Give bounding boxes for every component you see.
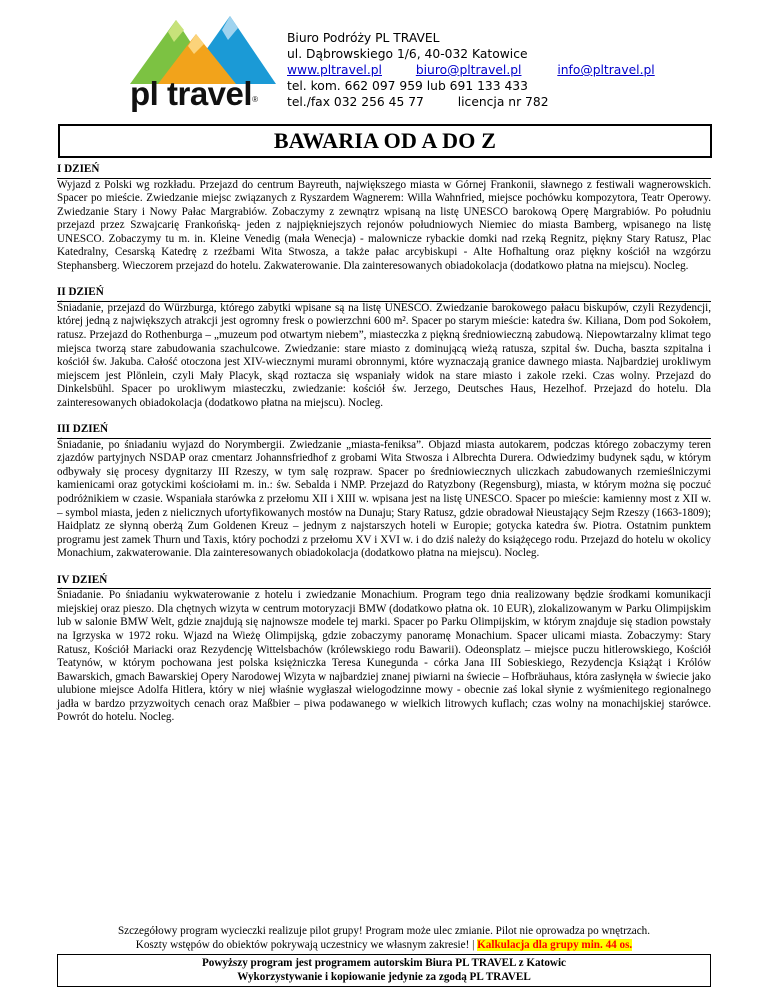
registered-mark: ® xyxy=(252,95,258,104)
website-link[interactable]: www.pltravel.pl xyxy=(287,63,382,77)
copyright-line-1: Powyższy program jest programem autorskim Biura PL TRAVEL z Katowic xyxy=(201,957,566,969)
day-4-section xyxy=(57,574,711,725)
footer-notes xyxy=(57,924,711,987)
day-description: Śniadanie. Po śniadaniu wykwaterowanie z hotelu i zwiedzanie Monachium. Program tego dnia realizowany będzie środkami komunikacji miejskiej oraz pieszo. Dla chętnych wizyta w centrum motoryzacji BMW (dodatkowo płatna ok. 10 EUR), zlokalizowanym w Parku Olimpijskim lub w salonie BMW Welt, gdzie znajdują się najnowsze modele tej marki. Spacer po Parku Olimpijskim, w którym znajduje się stadion powstały na Igrzyska w 1972 roku. Wjazd na Wieżę Olimpijską, gdzie zobaczymy panoramę Monachium. Spacer ulicami miasta. Zobaczymy: Stary Ratusz, Kościół Mariacki oraz Rezydencję Wittelsbachów (królewskiego rodu Bawarii). Odeonsplatz – miejsce puczu hitlerowskiego, Kościół Teatynów, w którym pochowana jest polska księżniczka Teresa Kunegunda - córka Jana III Sobieskiego, Rezydencja Książąt i Królów Bawarskich, gmach Bawarskiej Opery Narodowej Wizyta w najbardziej znanej piwiarni na świecie – Hofbräuhaus, która zasłynęła w świecie jako ulubione miejsce Adolfa Hitlera, który w niej właśnie wygłaszał wielogodzinne mowy - obecnie zaś lokal słynie z wyśmienitego regionalnego jadła w bardzo przyzwoitych cenach oraz Maßbier – piwa podawanego w wielkich litrowych kuflach; czas wolny na monachijskiej starówce. Powrót do hotelu. Nocleg. xyxy=(57,589,711,724)
day-heading: IV DZIEŃ xyxy=(57,574,711,590)
phone-number: tel. kom. 662 097 959 lub 691 133 433 xyxy=(287,79,528,93)
footer-note-1: Szczegółowy program wycieczki realizuje pilot grupy! Program może ulec zmianie. Pilot nie oprowadza po wnętrzach. xyxy=(117,925,651,937)
group-size-highlight: Kalkulacja dla grupy min. 44 os. xyxy=(477,939,633,951)
footer-note-2: Koszty wstępów do obiektów pokrywają uczestnicy we własnym zakresie! | Kalkulacja dla grupy min. 44 os. xyxy=(135,939,633,951)
copyright-line-2: Wykorzystywanie i kopiowanie jedynie za zgodą PL TRAVEL xyxy=(237,971,531,983)
license-number: licencja nr 782 xyxy=(457,95,549,109)
fax-number: tel./fax 032 256 45 77 xyxy=(287,95,424,109)
fax-license-row xyxy=(287,94,655,110)
day-1-section xyxy=(57,163,711,273)
day-2-section xyxy=(57,286,711,410)
page-title: BAWARIA OD A DO Z xyxy=(58,124,712,158)
day-heading: I DZIEŃ xyxy=(57,163,711,179)
logo-wordmark: pl travel® xyxy=(130,75,258,112)
company-name: Biuro Podróży PL TRAVEL xyxy=(287,31,440,45)
day-description: Śniadanie, przejazd do Würzburga, którego zabytki wpisane są na listę UNESCO. Zwiedzanie barokowego pałacu biskupów, czyli Rezydencji, której jedną z największych atrakcji jest ogromny fresk o powierzchni 600 m². Spacer po starym mieście: katedra św. Kiliana, Dom pod Sokołem, ratusz. Przejazd do Rothenburga – „muzeum pod otwartym niebem”, miasteczka z piękną średniowieczną zabudową. Niepowtarzalny klimat tego miejsca tworzą stare zabudowania szachulcowe. Zwiedzanie: stare miasto z dominującą wieżą ratusza, szpital św. Ducha, baszta szpitalna i kościół św. Jakuba. Całość otoczona jest XIV-wiecznymi murami obronnymi, które wyznaczają granice dawnego miasta. Najbardziej urokliwym miejscem jest Plönlein, czyli Mały Placyk, skąd roztacza się wspaniały widok na stare miasto i zakole rzeki. Czas wolny. Przejazd do Dinkelsbühl. Spacer po urokliwym miasteczku, zwiedzanie: kościół św. Jerzego, Deutsches Haus, Hezelhof. Przejazd do hotelu. Dla zainteresowanych obiadokolacja (dodatkowo płatna na miejscu). Nocleg. xyxy=(57,301,711,409)
day-heading: II DZIEŃ xyxy=(57,286,711,302)
company-logo xyxy=(118,12,278,122)
web-email-row xyxy=(287,62,655,78)
copyright-box xyxy=(57,954,711,987)
company-address: ul. Dąbrowskiego 1/6, 40-032 Katowice xyxy=(287,47,528,61)
day-description: Śniadanie, po śniadaniu wyjazd do Norymbergii. Zwiedzanie „miasta-feniksa”. Objazd miasta autokarem, podczas którego zobaczymy teren zjazdów partyjnych NSDAP oraz cmentarz Johannsfriedhof z grobami Wita Stwosza i Albrechta Durera. Odwiedzimy budynek sądu, w którym odbywały się procesy dygnitarzy III Rzeszy, w tym salę rozpraw. Spacer po średniowiecznych uliczkach zabudowanych rzemieślniczymi kamienicami oraz gotyckimi kościołami m. in.: św. Sebalda i NMP. Przejazd do Ratyzbony (Regensburg), miasta, w którym można się poczuć podróżnikiem w czasie. Wspaniała starówka z przełomu XII i XIII w. wpisana jest na listę UNESCO. Spacer po mieście: kamienny most z XII w. – symbol miasta, jeden z nielicznych ufortyfikowanych mostów na Dunaju; Stary Ratusz, gdzie obradował Nieustający Sejm Rzeszy (1663-1809); Haidplatz ze słynną oberżą Zum Goldenen Kreuz – jednym z najstarszych hoteli w Europie; gotycka katedra św. Piotra. Ostatnim punktem programu jest zamek Thurn und Taxis, który pochodzi z przełomu XV i XVI w. i do dziś należy do książęcego rodu. Przejazd do hotelu w okolicy Monachium, zakwaterowanie. Dla zainteresowanych obiadokolacja (dodatkowo płatna na miejscu). Nocleg. xyxy=(57,438,711,560)
day-heading: III DZIEŃ xyxy=(57,423,711,439)
contact-block xyxy=(287,30,655,110)
email-link-biuro[interactable]: biuro@pltravel.pl xyxy=(415,63,522,77)
day-3-section xyxy=(57,423,711,560)
day-description: Wyjazd z Polski wg rozkładu. Przejazd do centrum Bayreuth, największego miasta w Górnej Frankonii, sławnego z festiwali wagnerowskich. Spacer po mieście. Zwiedzanie miejsc związanych z Ryszardem Wagnerem: Willa Wahnfried, miejsce pochówku kompozytora, Teatr Operowy. Zwiedzanie Stary i Nowy Pałac Margrabiów. Zobaczymy z zewnątrz wpisaną na listę UNESCO barokową Operę Margrabiów. Po południu przejazd przez Szwajcarię Frankońską- jeden z najpiękniejszych rejonów południowych Niemiec do miasta Bamberg, wpisanego na listę UNESCO. Zobaczymy tu m. in. Kleine Venedig (mała Wenecja) - malownicze rybackie domki nad rzeką Regnitz, piękny Stary Ratusz, Plac Katedralny, Cesarską Katedrę z rzeźbami Wita Stwosza, a także pałac arcybiskupi - Alte Hofhaltung oraz piękny kościół na wzgórzu Stephansberg. Wieczorem przejazd do hotelu. Zakwaterowanie. Dla zainteresowanych obiadokolacja (dodatkowo płatna na miejscu). Nocleg. xyxy=(57,178,711,272)
email-link-info[interactable]: info@pltravel.pl xyxy=(557,63,655,77)
itinerary xyxy=(57,163,711,738)
